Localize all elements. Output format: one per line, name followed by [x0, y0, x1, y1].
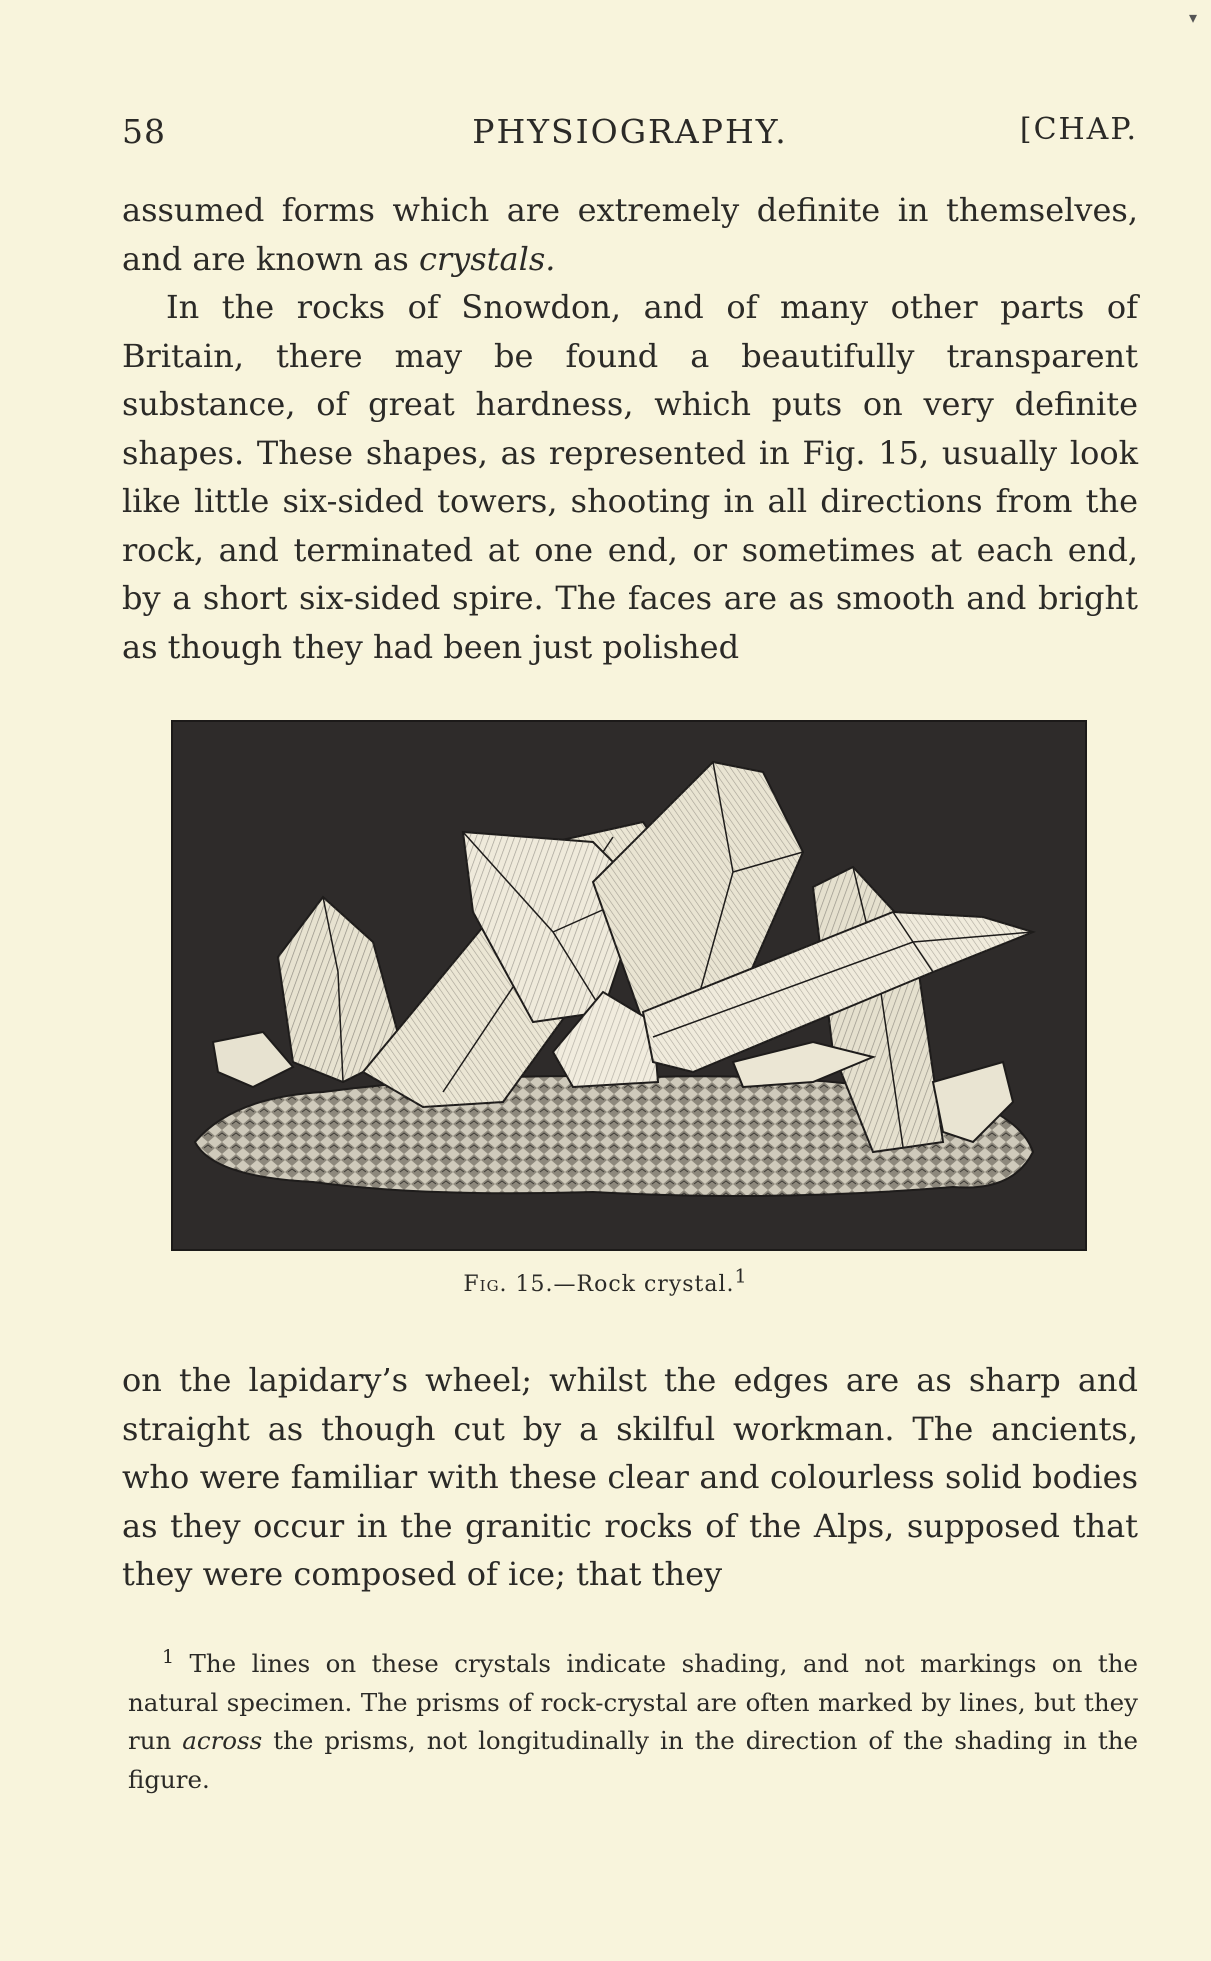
footnote-text-2: the prisms, not longitudinally in the direction of the shading in the figure. — [128, 1726, 1138, 1794]
paragraph-2: In the rocks of Snowdon, and of many other parts of Britain, there may be found a beautifully transparent substance, of great hardness, which puts on very definite shapes. These shapes, as represented in Fig. 15, usually look like little six-sided towers, shooting in all directions from the rock, and terminated at one end, or sometimes at each end, by a short six-sided spire. The faces are as smooth and bright as though they had been just polished — [122, 288, 1138, 666]
page-number: 58 — [122, 112, 166, 151]
footnote-mark: 1 — [162, 1645, 175, 1668]
caption-text: 15.—Rock crystal. — [507, 1272, 735, 1297]
page-title: PHYSIOGRAPHY. — [472, 112, 788, 151]
chapter-label: [CHAP. — [1019, 112, 1138, 147]
text-block-top — [122, 186, 1138, 671]
figure-rock-crystal — [171, 720, 1087, 1251]
running-head — [122, 112, 1138, 156]
paragraph-1-text: assumed forms which are extremely definite in themselves, and are known as — [122, 191, 1138, 278]
footnote-italic: across — [182, 1726, 263, 1755]
footnote-text-1: The lines on these crystals indicate shading, and not markings on the natural specimen. The prisms of rock-crystal are often marked by lines, but they run — [128, 1649, 1138, 1755]
rock-crystal-illustration — [173, 722, 1085, 1249]
figure-caption — [0, 1265, 1211, 1297]
corner-mark-icon: ▾ — [1188, 8, 1197, 27]
caption-footnote-mark: 1 — [734, 1265, 748, 1288]
paragraph-1-italic: crystals. — [418, 239, 556, 278]
paragraph-3: on the lapidary’s wheel; whilst the edges are as sharp and straight as though cut by a skilful workman. The ancients, who were familiar with these clear and colourless solid bodies as they occur in the granitic rocks of the Alps, supposed that they were composed of ice; that they — [122, 1361, 1138, 1593]
caption-label: Fig. — [463, 1272, 508, 1297]
paragraph-1 — [122, 186, 1138, 283]
footnote — [128, 1645, 1138, 1799]
text-block-bottom — [122, 1356, 1138, 1599]
